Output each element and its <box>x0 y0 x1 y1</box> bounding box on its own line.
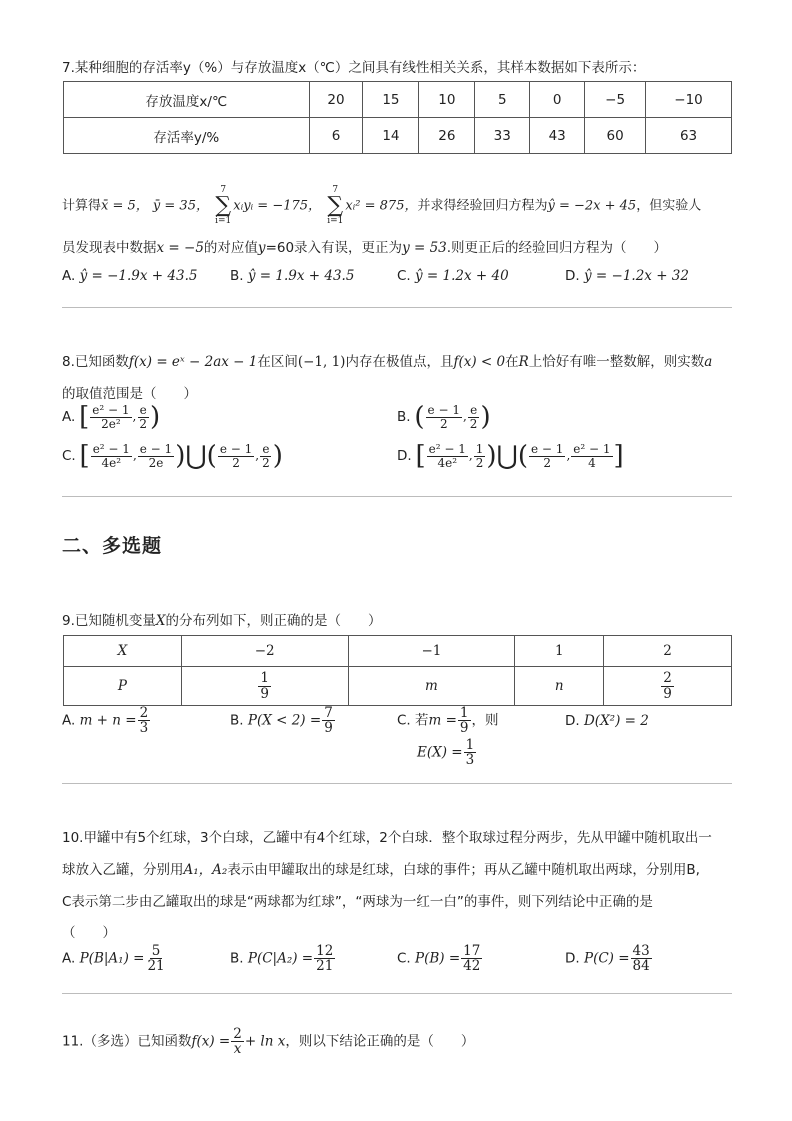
q7-row1-label: 存放温度x/℃ <box>64 82 310 118</box>
q9-option-a[interactable]: A. m + n = $\frac{2}{3}$ <box>62 705 149 737</box>
q10-line4: （ ） <box>62 925 116 941</box>
q9-p-label: P <box>64 667 182 706</box>
q7-sum2-body: xᵢ² = 875， <box>345 198 418 214</box>
q9-header: 2 <box>604 636 732 667</box>
q10-line2: 球放入乙罐，分别用A₁，A₂表示由甲罐取出的球是红球，白球的事件；再从乙罐中随机取出两球，分别用B, <box>62 862 700 878</box>
q7-cell: 14 <box>363 118 419 154</box>
q9-header: 1 <box>515 636 604 667</box>
q9-header-x: X <box>64 636 182 667</box>
q7-option-c[interactable]: C. ŷ = 1.2x + 40 <box>397 268 509 284</box>
q9-option-c[interactable]: C. 若m = $\frac{1}{9}$ ，则 <box>397 705 499 737</box>
q10-option-a[interactable]: A. P(B|A₁) = $\frac{5}{21}$ <box>62 943 165 975</box>
q10-line1: 10.甲罐中有5个红球，3个白球，乙罐中有4个红球，2个白球．整个取球过程分两步，先从甲罐中随机取出一 <box>62 830 712 846</box>
section-title: 二、多选题 <box>62 535 163 557</box>
q10-line3: C表示第二步由乙罐取出的球是“两球都为红球”，“两球为一红一白”的事件，则下列结论中正确的是 <box>62 894 653 910</box>
q7-calc-prefix: 计算得 <box>62 198 102 214</box>
q9-p-cell: m <box>348 667 515 706</box>
divider <box>62 307 732 308</box>
q7-option-a[interactable]: A. ŷ = −1.9x + 43.5 <box>62 268 198 284</box>
q7-cell: 6 <box>309 118 363 154</box>
q7-eq1: ŷ = −2x + 45 <box>547 198 637 214</box>
q8-stem-2: 的取值范围是（ ） <box>62 386 197 402</box>
divider <box>62 496 732 497</box>
q7-xbar: x̄ = 5， <box>101 198 149 214</box>
q9-p-cell: $\frac{2}{9}$ <box>604 667 732 706</box>
q8-option-d[interactable]: D. [ $\frac{\text{e² − 1}}{\text{4e²}}$ , $\frac{1}{2}$ )⋃( $\frac{e - 1}{2}$ , $\frac{\text{e² − 1}}{4}$ ] <box>397 441 624 472</box>
q7-sum1-body: xᵢyᵢ = −175， <box>233 198 322 214</box>
q10-option-c[interactable]: C. P(B) = $\frac{17}{42}$ <box>397 943 481 975</box>
q7-cell: −5 <box>585 82 646 118</box>
q8-option-a[interactable]: A. [ $\frac{\text{e² − 1}}{\text{2e²}}$ , $\frac{e}{2}$ ) <box>62 402 161 433</box>
q9-header: −2 <box>181 636 348 667</box>
q7-option-b[interactable]: B. ŷ = 1.9x + 43.5 <box>230 268 355 284</box>
q7-cell: −10 <box>646 82 732 118</box>
q8-stem: 8.已知函数f(x) = eˣ − 2ax − 1在区间(−1, 1)内存在极值点，且f(x) < 0在R上恰好有唯一整数解，则实数a <box>62 354 713 370</box>
q7-row2-label: 存活率y/% <box>64 118 310 154</box>
q7-ybar: ȳ = 35， <box>152 198 209 214</box>
q7-stem: 7.某种细胞的存活率y（%）与存放温度x（℃）之间具有线性相关关系，其样本数据如下表所示： <box>62 60 646 76</box>
q9-p-cell: n <box>515 667 604 706</box>
q7-table <box>63 81 732 154</box>
q7-cell: 20 <box>309 82 363 118</box>
q7-line2: 员发现表中数据x = −5的对应值y=60录入有误，更正为y = 53.则更正后的经验回归方程为（ ） <box>62 240 668 256</box>
q9-table <box>63 635 732 706</box>
q7-cell: 5 <box>475 82 530 118</box>
q7-cell: 60 <box>585 118 646 154</box>
q7-calc-line <box>62 186 701 226</box>
q7-cell: 26 <box>419 118 475 154</box>
q7-calc-tail: ，但实验人 <box>636 198 702 214</box>
q7-sum2: 7 ∑ i=1 <box>327 185 344 226</box>
q7-cell: 43 <box>530 118 585 154</box>
q7-cell: 33 <box>475 118 530 154</box>
divider <box>62 993 732 994</box>
q9-option-b[interactable]: B. P(X < 2) = $\frac{7}{9}$ <box>230 705 333 737</box>
q7-cell: 63 <box>646 118 732 154</box>
q7-cell: 15 <box>363 82 419 118</box>
q7-cell: 0 <box>530 82 585 118</box>
q7-cell: 10 <box>419 82 475 118</box>
q7-sum1: 7 ∑ i=1 <box>215 185 232 226</box>
q9-stem: 9.已知随机变量X的分布列如下，则正确的是（ ） <box>62 613 382 629</box>
q10-option-d[interactable]: D. P(C) = $\frac{43}{84}$ <box>565 943 650 975</box>
q7-option-d[interactable]: D. ŷ = −1.2x + 32 <box>565 268 689 284</box>
q7-calc-mid: 并求得经验回归方程为 <box>417 198 548 214</box>
q9-option-d[interactable]: D. D(X²) = 2 <box>565 713 649 729</box>
q11-stem: 11.（多选）已知函数f(x) = $\frac{2}{x}$ + ln x，则以下结论正确的是（ ） <box>62 1026 475 1058</box>
q8-option-c[interactable]: C. [ $\frac{\text{e² − 1}}{\text{4e²}}$ , $\frac{e - 1}{2e}$ )⋃( $\frac{e - 1}{2}$ , $\frac{e}{2}$ ) <box>62 441 283 472</box>
q9-p-cell: $\frac{1}{9}$ <box>181 667 348 706</box>
divider <box>62 783 732 784</box>
q9-option-c-cont: E(X) = $\frac{1}{3}$ <box>417 737 475 769</box>
q9-header: −1 <box>348 636 515 667</box>
q10-option-b[interactable]: B. P(C|A₂) = $\frac{12}{21}$ <box>230 943 334 975</box>
q8-option-b[interactable]: B. ( $\frac{e - 1}{2}$ , $\frac{e}{2}$ ) <box>397 402 491 433</box>
